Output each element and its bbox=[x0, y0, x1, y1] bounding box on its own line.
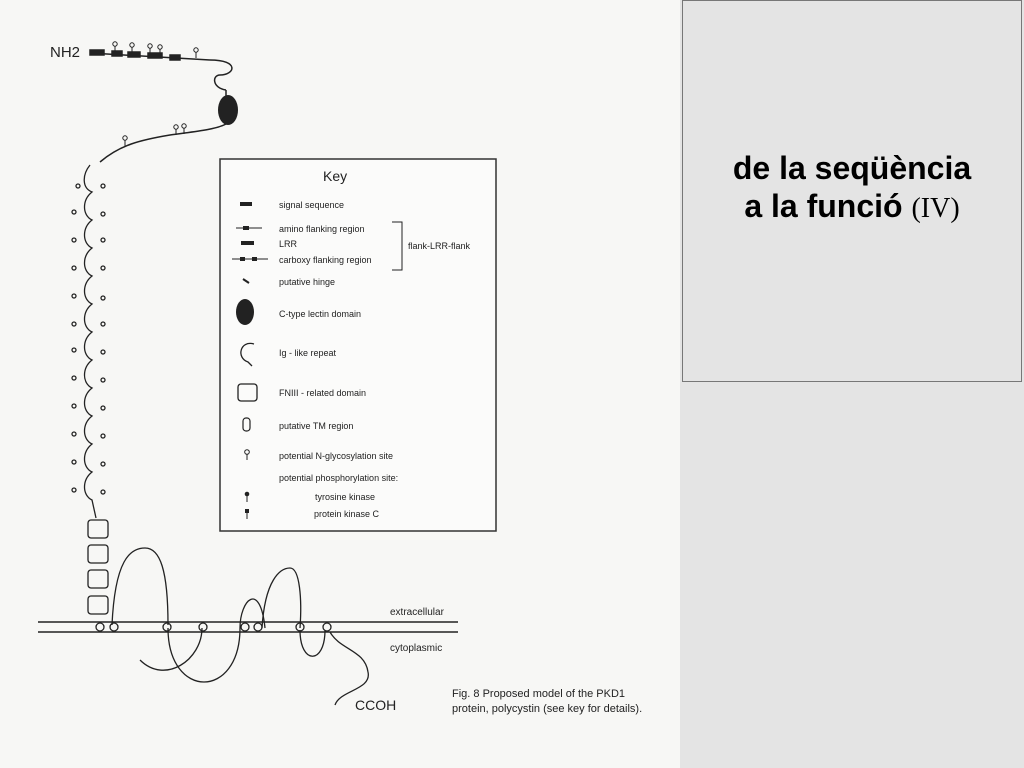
key-item: signal sequence bbox=[279, 200, 345, 210]
fniii-domains bbox=[88, 520, 108, 614]
key-item: C-type lectin domain bbox=[279, 309, 362, 319]
title-line2 bbox=[683, 187, 1021, 226]
key-item: LRR bbox=[279, 239, 298, 249]
slide-title-box bbox=[682, 0, 1022, 382]
title-suffix: (IV) bbox=[911, 193, 960, 225]
key-item: Ig - like repeat bbox=[279, 348, 337, 358]
lectin-domain-icon bbox=[218, 95, 238, 125]
key-item: FNIII - related domain bbox=[279, 388, 367, 398]
empty-panel bbox=[682, 384, 1024, 768]
n-terminus-label: NH2 bbox=[50, 44, 81, 61]
transmembrane-loops bbox=[96, 548, 368, 705]
caption-line2: protein, polycystin (see key for details). bbox=[452, 703, 643, 715]
c-terminus-label: CCOH bbox=[355, 697, 397, 713]
key-legend bbox=[220, 159, 496, 531]
key-item: potential phosphorylation site: bbox=[279, 473, 399, 483]
caption-line1: Fig. 8 Proposed model of the PKD1 bbox=[452, 688, 626, 700]
title-line2-text: a la funció bbox=[744, 188, 903, 225]
key-item: potential N-glycosylation site bbox=[279, 451, 394, 461]
cytoplasmic-label: cytoplasmic bbox=[390, 643, 443, 654]
key-title: Key bbox=[323, 168, 348, 184]
key-item: protein kinase C bbox=[314, 509, 380, 519]
slide-title bbox=[683, 149, 1021, 226]
ig-like-repeats bbox=[72, 165, 105, 518]
title-line1: de la seqüència bbox=[732, 150, 972, 186]
key-item: amino flanking region bbox=[279, 224, 365, 234]
signal-sequence-icon bbox=[240, 202, 252, 206]
key-item: carboxy flanking region bbox=[279, 255, 372, 265]
n-terminal-chain bbox=[90, 50, 232, 162]
lrr-icon bbox=[241, 241, 254, 245]
extracellular-label: extracellular bbox=[390, 607, 444, 618]
bracket-label: flank-LRR-flank bbox=[408, 241, 471, 251]
key-item: putative hinge bbox=[279, 277, 336, 287]
lectin-key-icon bbox=[236, 299, 254, 325]
key-item: putative TM region bbox=[279, 421, 354, 431]
key-item: tyrosine kinase bbox=[315, 492, 376, 502]
